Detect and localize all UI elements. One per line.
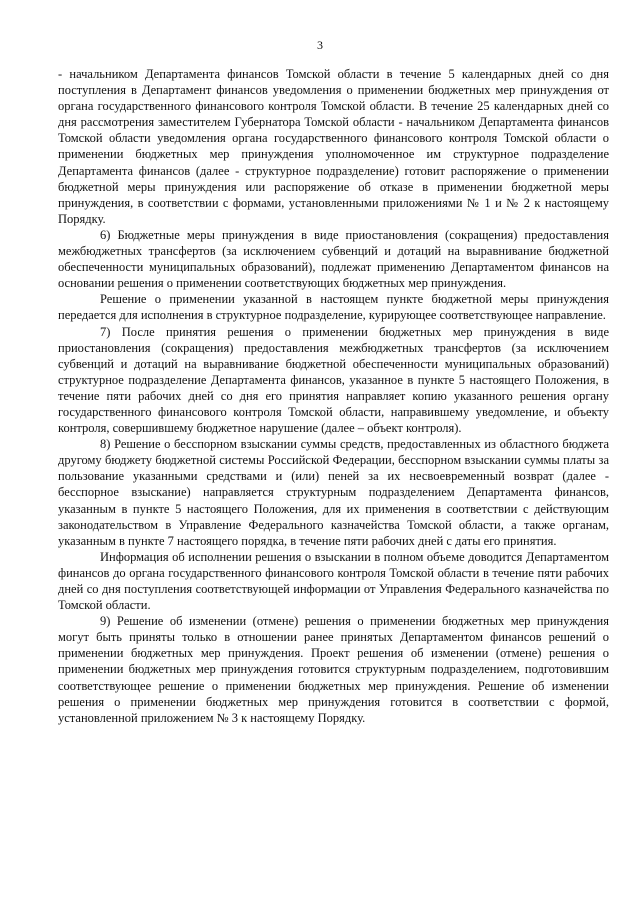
paragraph: 9) Решение об изменении (отмене) решения о применении бюджетных мер принуждения могут быть приняты только в отношении ранее принятых Департаментом финансов решений о применении бюджетных мер принуждения. Проект решения об изменении (отмене) решения о применении бюджетных мер принуждения готовится структурным подразделением, подготовившим соответствующее решение о применении бюджетных мер принуждения. Решение об изменении решения о применении бюджетных мер принуждения готовится в соответствии с формой, установленной приложением № 3 к настоящему Порядку. (58, 614, 609, 725)
paragraph: 7) После принятия решения о применении бюджетных мер принуждения в виде приостановления (сокращения) предоставления межбюджетных трансфертов (за исключением субвенций и дотаций на выравнивание бюджетной обеспеченности муниципальных образований) структурное подразделение Департамента финансов, указанное в пункте 5 настоящего Положения, в течение пяти рабочих дней со дня его принятия направляет копию указанного решения органу государственного финансового контроля Томской области, направившему уведомление, и объекту контроля, совершившему бюджетное нарушение (далее – объект контроля). (58, 324, 609, 436)
page-number: 3 (317, 38, 323, 52)
document-body (58, 66, 609, 726)
paragraph: 8) Решение о бесспорном взыскании суммы средств, предоставленных из областного бюджета другому бюджету бюджетной системы Российской Федерации, бесспорном взыскании суммы платы за пользование указанными средствами и (или) пеней за их несвоевременный возврат (далее - бесспорное взыскание) направляется структурным подразделением Департамента финансов, указанным в пункте 5 настоящего Положения, для их применения в соответствии с действующим законодательством в Управление Федерального казначейства Томской области, а также органам, указанным в пункте 7 настоящего порядка, в течение пяти рабочих дней с даты его принятия. (58, 437, 609, 548)
paragraph: 6) Бюджетные меры принуждения в виде приостановления (сокращения) предоставления межбюджетных трансфертов (за исключением субвенций и дотаций на выравнивание бюджетной обеспеченности муниципальных образований), подлежат применению Департаментом финансов на основании решения о применении соответствующих бюджетных мер принуждения. (58, 227, 609, 291)
paragraph: - начальником Департамента финансов Томской области в течение 5 календарных дней со дня поступления в Департамент финансов уведомления о применении бюджетных мер принуждения от органа государственного финансового контроля Томской области. В течение 25 календарных дней со дня рассмотрения заместителем Губернатора Томской области - начальником Департамента финансов Томской области уведомления органа государственного финансового контроля Томской области о применении бюджетных мер принуждения уполномоченное им структурное подразделение Департамента финансов (далее - структурное подразделение) готовит распоряжение о применении бюджетной меры принуждения или распоряжение об отказе в применении бюджетной меры принуждения, в соответствии с формами, установленными приложениями № 1 и № 2 к настоящему Порядку. (58, 67, 609, 226)
paragraph: Решение о применении указанной в настоящем пункте бюджетной меры принуждения передается для исполнения в структурное подразделение, курирующее соответствующее направление. (58, 292, 609, 323)
paragraph: Информация об исполнении решения о взыскании в полном объеме доводится Департаментом финансов до органа государственного финансового контроля Томской области в течение пяти рабочих дней со дня поступления соответствующей информации от Управления Федерального казначейства по Томской области. (58, 549, 609, 613)
